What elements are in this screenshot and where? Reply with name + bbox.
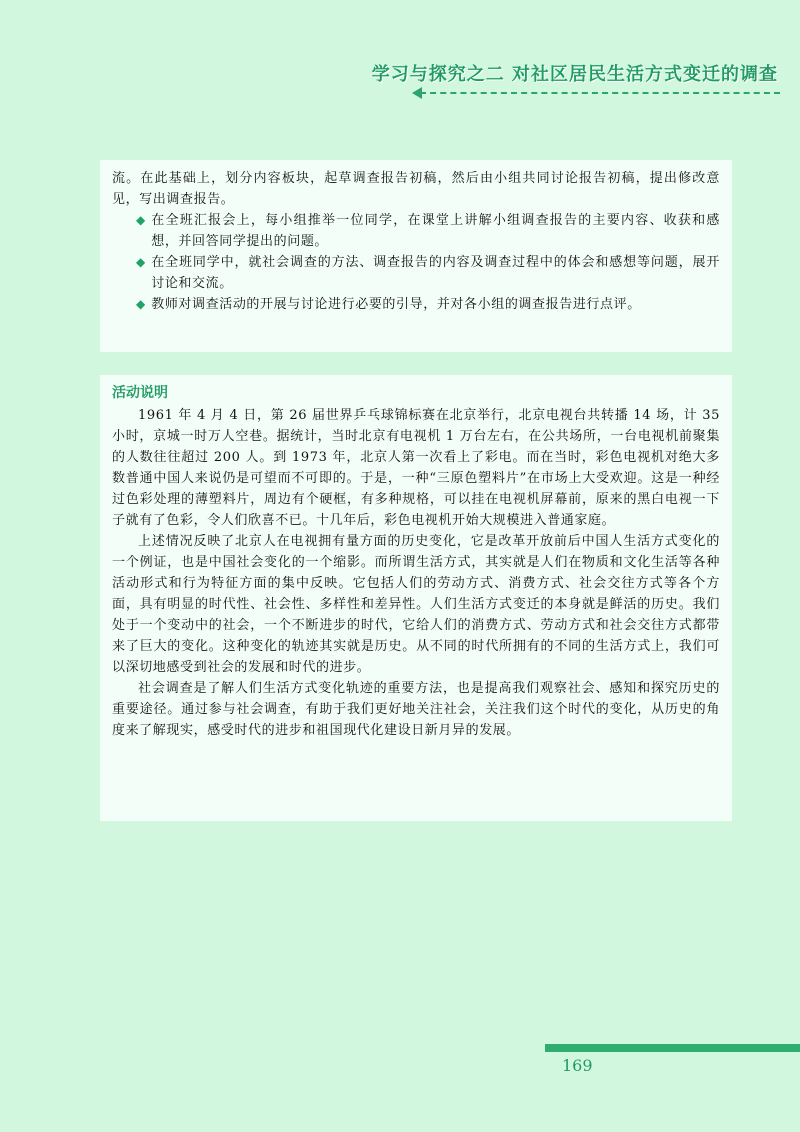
activity-steps-box bbox=[100, 160, 732, 352]
explanation-title: 活动说明 bbox=[112, 385, 168, 401]
activity-step-item bbox=[112, 210, 720, 252]
header-dashed-rule bbox=[420, 92, 780, 94]
explanation-paragraph: 1961 年 4 月 4 日，第 26 届世界乒乓球锦标赛在北京举行，北京电视台共转播 14 场，计 35 小时，京城一时万人空巷。据统计，当时北京有电视机 1 万台左右，在公共场所，一台电视机前聚集的人数往往超过 200 人。到 1973 年，北京人第一次看上了彩电。而在当时，彩色电视机对绝大多数普通中国人来说仍是可望而不可即的。于是，一种“三原色塑料片”在市场上大受欢迎。这是一种经过色彩处理的薄塑料片，周边有个硬框，有多种规格，可以挂在电视机屏幕前，原来的黑白电视一下子就有了色彩，令人们欣喜不已。十几年后，彩色电视机开始大规模进入普通家庭。 bbox=[112, 408, 720, 528]
page-header-title: 学习与探究之二 对社区居民生活方式变迁的调查 bbox=[371, 64, 778, 85]
activity-steps-continuation: 流。在此基础上，划分内容板块，起草调查报告初稿，然后由小组共同讨论报告初稿，提出修改意见，写出调查报告。 bbox=[112, 171, 720, 207]
diamond-icon: ◆ bbox=[136, 213, 146, 227]
diamond-icon: ◆ bbox=[136, 297, 146, 311]
diamond-icon: ◆ bbox=[136, 255, 146, 269]
activity-step-text: 在全班汇报会上，每小组推举一位同学，在课堂上讲解小组调查报告的主要内容、收获和感想，并回答同学提出的问题。 bbox=[151, 213, 720, 249]
activity-step-item bbox=[112, 294, 720, 315]
activity-explanation-box bbox=[100, 375, 732, 821]
footer-bar bbox=[545, 1044, 800, 1052]
activity-step-text: 教师对调查活动的开展与讨论进行必要的引导，并对各小组的调查报告进行点评。 bbox=[151, 297, 641, 312]
explanation-paragraph: 上述情况反映了北京人在电视拥有量方面的历史变化，它是改革开放前后中国人生活方式变化的一个例证，也是中国社会变化的一个缩影。而所谓生活方式，其实就是人们在物质和文化生活等各种活动形式和行为特征方面的集中反映。它包括人们的劳动方式、消费方式、社会交往方式等各个方面，具有明显的时代性、社会性、多样性和差异性。人们生活方式变迁的本身就是鲜活的历史。我们处于一个变动中的社会，一个不断进步的时代，它给人们的消费方式、劳动方式和社会交往方式都带来了巨大的变化。这种变化的轨迹其实就是历史。从不同的时代所拥有的不同的生活方式上，我们可以深切地感受到社会的发展和时代的进步。 bbox=[112, 534, 720, 675]
activity-step-item bbox=[112, 252, 720, 294]
page-number: 169 bbox=[562, 1056, 593, 1075]
activity-step-text: 在全班同学中，就社会调查的方法、调查报告的内容及调查过程中的体会和感想等问题，展开讨论和交流。 bbox=[151, 255, 720, 291]
explanation-paragraph: 社会调查是了解人们生活方式变化轨迹的重要方法，也是提高我们观察社会、感知和探究历史的重要途径。通过参与社会调查，有助于我们更好地关注社会，关注我们这个时代的变化，从历史的角度来了解现实，感受时代的进步和祖国现代化建设日新月异的发展。 bbox=[112, 681, 720, 738]
